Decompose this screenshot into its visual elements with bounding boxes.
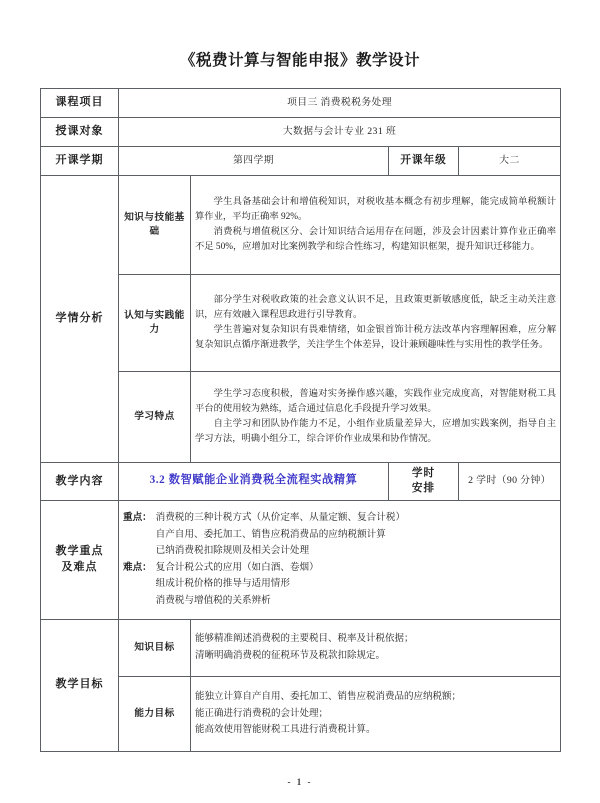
table-row-goal-knowledge (41, 619, 561, 676)
table-row-course-project (41, 89, 561, 118)
analysis-paragraph: 学生普遍对复杂知识有畏难情绪，如金银首饰计税方法改革内容理解困难，应分解复杂知识点循序渐进教学，关注学生个体差异，设计兼顾趣味性与实用性的教学任务。 (195, 325, 557, 351)
label-audience: 授课对象 (41, 118, 119, 147)
value-semester: 第四学期 (119, 147, 389, 176)
analysis-paragraph: 自主学习和团队协作能力不足，小组作业质量差异大，应增加实践案例，指导自主学习方法，明确小组分工，综合评价作业成果和协作情况。 (195, 419, 557, 445)
label-teaching-goals: 教学目标 (41, 619, 119, 751)
sublabel-knowledge-goal: 知识目标 (119, 619, 191, 676)
page-number: - 1 - (287, 777, 313, 787)
table-row-key-difficult-points (41, 500, 561, 619)
table-row-teaching-content (41, 463, 561, 501)
sublabel-ability-goal: 能力目标 (119, 676, 191, 751)
difficulty-line (123, 593, 556, 610)
sublabel-cognition-practice: 认知与实践能力 (119, 275, 191, 372)
teaching-design-table (40, 88, 561, 752)
value-teaching-content: 3.2 数智赋能企业消费税全流程实战精算 (119, 463, 389, 501)
label-class-hours (389, 463, 459, 501)
knowledge-goal-body (191, 619, 561, 676)
focus-item: 消费税的三种计税方式（从价定率、从量定额、复合计税） (155, 512, 406, 524)
analysis-paragraph: 部分学生对税收政策的社会意义认识不足，且政策更新敏感度低，缺乏主动关注意识，应有效融入课程思政进行引导教育。 (195, 294, 557, 320)
value-course-project: 项目三 消费税税务处理 (119, 89, 561, 118)
goal-line: 能高效使用智能财税工具进行消费税计算。 (195, 724, 376, 735)
key-difficult-points-body (119, 500, 561, 619)
difficulty-line (123, 560, 556, 577)
goal-line: 能正确进行消费税的会计处理； (195, 708, 329, 719)
label-key-points-line2: 及难点 (61, 560, 98, 573)
focus-item: 自产自用、委托加工、销售应税消费品的应纳税额计算 (155, 528, 386, 540)
difficulty-item: 消费税与增值税的关系辨析 (155, 594, 271, 606)
label-grade: 开课年级 (389, 147, 459, 176)
focus-tag: 重点： (123, 512, 152, 524)
teaching-design-table-wrapper (40, 88, 560, 752)
label-class-hours-line1: 学时 (411, 468, 436, 479)
value-grade: 大二 (459, 147, 561, 176)
difficulty-line (123, 576, 556, 593)
goal-line: 清晰明确消费税的征税环节及税款扣除规定。 (195, 650, 386, 661)
focus-item: 已纳消费税扣除规则及相关会计处理 (155, 545, 310, 557)
difficulty-item: 组成计税价格的推导与适用情形 (155, 578, 290, 590)
page-title: 《税费计算与智能申报》教学设计 (179, 52, 420, 69)
sublabel-knowledge-skill-base: 知识与技能基础 (119, 176, 191, 275)
label-key-difficult-points (41, 500, 119, 619)
focus-line (123, 543, 556, 560)
label-semester: 开课学期 (41, 147, 119, 176)
difficulty-tag: 难点： (123, 561, 152, 573)
goal-line: 能独立计算自产自用、委托加工、销售应税消费品的应纳税额； (195, 692, 462, 703)
table-row-analysis-habits (41, 372, 561, 463)
table-row-semester (41, 147, 561, 176)
analysis-paragraph: 消费税与增值税区分、会计知识结合运用存在问题，涉及会计因素计算作业正确率不足 50%，应增加对比案例教学和综合性练习，构建知识框架，提升知识迁移能力。 (195, 227, 557, 253)
sublabel-learning-traits: 学习特点 (119, 372, 191, 463)
label-course-project: 课程项目 (41, 89, 119, 118)
difficulty-item: 复合计税公式的应用（如白酒、卷烟） (155, 561, 319, 573)
goal-line: 能够精准阐述消费税的主要税目、税率及计税依据； (195, 634, 414, 645)
table-row-goal-ability (41, 676, 561, 751)
focus-line (123, 510, 556, 527)
analysis-paragraph: 学生具备基础会计和增值税知识，对税收基本概念有初步理解，能完成简单税额计算作业，平均正确率 92%。 (195, 196, 557, 222)
analysis-knowledge-text (191, 176, 561, 275)
value-class-hours: 2 学时（90 分钟） (459, 463, 561, 501)
value-audience: 大数据与会计专业 231 班 (119, 118, 561, 147)
table-row-analysis-cognition (41, 275, 561, 372)
ability-goal-body (191, 676, 561, 751)
focus-line (123, 527, 556, 544)
analysis-habits-text (191, 372, 561, 463)
table-row-analysis-knowledge (41, 176, 561, 275)
label-key-points-line1: 教学重点 (55, 545, 104, 558)
label-student-analysis: 学情分析 (41, 176, 119, 463)
label-teaching-content: 教学内容 (41, 463, 119, 501)
analysis-cognition-text (191, 275, 561, 372)
label-class-hours-line2: 安排 (411, 483, 436, 495)
analysis-paragraph: 学生学习态度积极，普遍对实务操作感兴趣，实践作业完成度高，对智能财税工具平台的使用较为熟练，适合通过信息化手段提升学习效果。 (195, 388, 557, 414)
table-row-audience (41, 118, 561, 147)
